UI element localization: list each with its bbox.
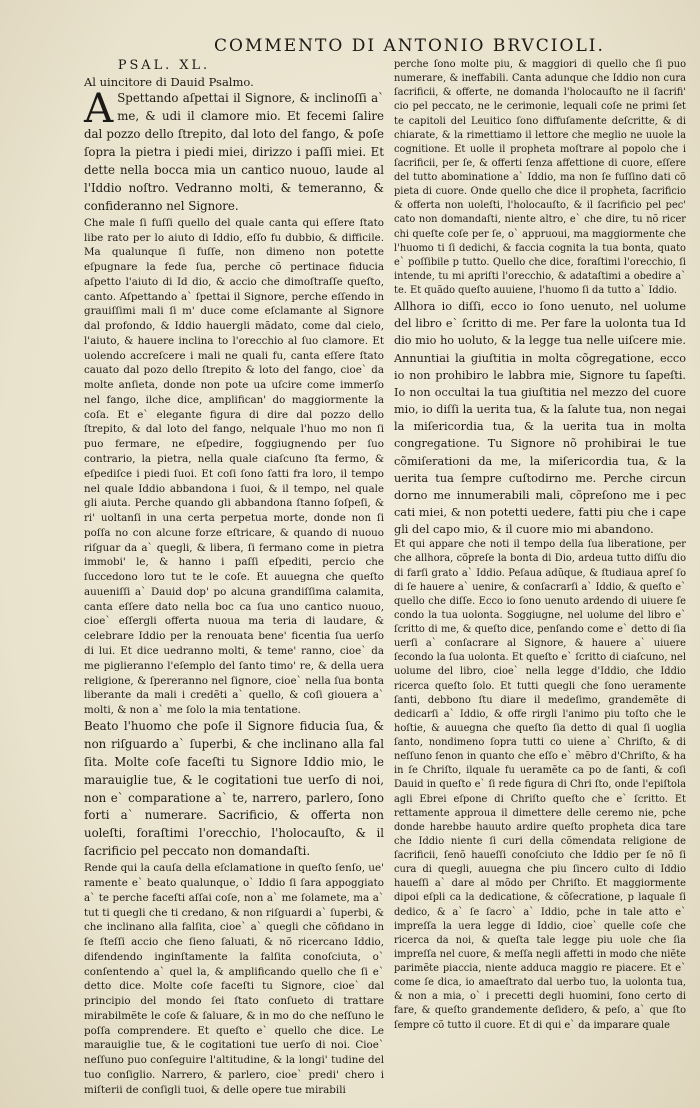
right-column — [394, 58, 686, 1033]
commentary-paragraph: Et qui appare che noti il tempo della ſua liberatione, per che allhora, cõpreſe la bonta di Dio, ardeua tutto diſſu dio di farſi grato a` Iddio. Peſaua adũque, & ſtudiaua apreſ ſo di ſe hauere a` uenire, & conſacrarſi a` Iddio, & queſto e` quello che diſſe. Ecco io ſono uenuto ardendo di uiuere ſe condo la tua uolonta. Soggiugne, nel uolume del libro e` ſcritto di me, & queſto dice, penſando come e` detto di ſia uerſi a` conſacrare al Signore, & hauere a` uiuere ſecondo la ſua uolonta. Et queſto e` ſcritto di ciaſcuno, nel uolume del libro, cioe` nella legge d'Iddio, che Iddio ricerca queſto ſolo. Et tutti quegli che ſono ueramente ſanti, debbono ſtu diare il medeſimo, grandemẽte di dedicarſi a` Iddio, & offe rirgli l'animo piu toſto che le hoſtie, & auuegna che queſto ſia detto di qual ſi uoglia ſanto, nondimeno ſopra tutti co uiene a` Chriſto, & di neſſuno ſenon in quanto che eſſo e` mẽbro d'Chriſto, & ha in ſe Chriſto, ilquale fu ueramẽte ca po de ſanti, & coſi Dauid in queſto e` ſi rede figura di Chri ſto, onde l'epiſtola agli Ebrei eſpone di Chriſto queſto che e` ſcritto. Et rettamente approua il dimettere delle ceremo nie, pche donde harebbe hauuto ardire queſto propheta dica tare che Iddio niente ſi curi della cõmendata religione de ſacrificii, ſenõ haueſſi conoſciuto che Iddio per ſe nõ ſi cura di quegli, auuegna che piu ſincero culto di Iddio haueſſi a` dare al mõdo per Chriſto. Et maggiormente dipoi eſpli ca la dedicatione, & cõſecratione, p laquale ſi dedico, & a` ſe ſacro` a` Iddio, pche in tale atto e` impreſſa la uera legge di Iddio, cioe` quelle coſe che ricerca da noi, & queſta tale legge piu uole che ſia impreſſa nel cuore, & meſſa negli affetti in modo che niẽte parimẽte piaccia, niente adduca maggio re piacere. Et e` come ſe dica, io amaeſtrato dal uerbo tuo, la uolonta tua, & non a mia, o` i precetti degli huomini, ſono certo di fare, & queſto grandemente deſidero, & peſo, a` que ſto ſempre cõ tutto il cuore. Et di qui e` da imparare quale — [394, 539, 686, 1031]
psalm-title: Al uincitore di Dauid Psalmo. — [84, 74, 254, 89]
commentary-paragraph: perche ſono molte piu, & maggiori di quello che ſi puo numerare, & ineffabili. Canta adunque che Iddio non cura ſacrificii, & offerte, ne domanda l'holocauſto ne il ſacrifi' cio pel peccato, ne le cerimonie, lequali coſe ne primi ſet te capitoli del Leuitico ſono diffuſamente deſcritte, & di chiarate, & la rimettiamo il lettore che meglio ne uuole la cognitione. Et uolle il propheta moſtrare al popolo che i ſacrificii, per ſe, & offerti ſenza affettione di cuore, eſſere del tutto abominatione a` Iddio, ma non ſe fuſſino dati cõ pieta di cuore. Onde quello che dice il propheta, ſacrificio & offerta non uoleſti, l'holocauſto, & il ſacrificio pel pec' cato non domandaſti, niente altro, e` che dire, tu nõ ricer chi queſte coſe per ſe, o` appruoui, ma maggiormente che l'huomo ti ſi dedichi, & faccia cognita la tua bonta, quato e` poſſibile p tutto. Quello che dice, foraſtimi l'orecchio, ſi intende, tu mi apriſti l'orecchio, & adataſtimi a obedire a` te. Et quãdo queſto auuiene, l'huomo ſi da tutto a` Iddio. — [394, 59, 686, 296]
drop-cap: A — [84, 84, 114, 133]
verse-text: Spettando aſpettai il Signore, & inclinoſſi a` me, & udi il clamore mio. Et fecemi ſalire dal pozzo dello ſtrepito, dal loto del fango, & poſe ſopra la pietra i piedi miei, dirizzo i paſſi miei. Et dette nella bocca mia un cantico nuouo, laude al l'Iddio noſtro. Vedranno molti, & temeranno, & confideranno nel Signore. — [84, 91, 384, 213]
left-column — [84, 58, 384, 1098]
running-head: COMMENTO DI ANTONIO BRVCIOLI. — [214, 36, 605, 56]
commentary-paragraph: Rende qui la cauſa della eſclamatione in queſto ſenſo, ue' ramente e` beato qualunque, o` Iddio ſi ſara appoggiato a` te perche faceſti aſſai coſe, non a` me ſolamete, ma a` tut ti quegli che ti credano, & non riſguardi a` ſuperbi, & che inclinano alla falſita, cioe` a` quegli che cõfidano in ſe ſteſſi accio che ſieno ſaluati, & nõ ricercano Iddio, difendendo inginſtamente la falſita conoſciuta, o` conſentendo a` quel la, & amplificando quello che ſi e` detto dice. Molte coſe faceſti tu Signore, cioe` dal principio del mondo ſei ſtato conſueto di trattare mirabilmẽte le coſe & ſaluare, & in mo do che neſſuno le poſſa comprendere. Et queſto e` quello che dice. Le marauiglie tue, & le cogitationi tue uerſo di noi. Cioe` neſſuno puo conſeguire l'altitudine, & la longi' tudine del tuo conſiglio. Narrero, & parlero, cioe` predi' chero i miſterii de conſigli tuoi, & delle opere tue mirabili — [84, 862, 384, 1096]
verse-block — [84, 84, 384, 216]
commentary-paragraph: Che male ſi fuſſi quello del quale canta qui eſſere ſtato libe rato per lo aiuto di Iddio, eſſo fu dubbio, & difficile. Ma qualunque ſi fuſſe, non dimeno non potette eſpugnare la fede ſua, perche cõ pertinace fiducia aſpetto l'aiuto di Id dio, & accio che dimoſtraſſe queſto, canto. Aſpettando a` ſpettai il Signore, perche eſſendo in grauiſſimi mali ſi m' duce come eſclamante al Signore dal profondo, & Iddio hauergli mãdato, come dal cielo, l'aiuto, & hauere inclina to l'orecchio al ſuo clamore. Et uolendo accreſcere i mali ne quali fu, canta eſſere ſtato cauato dal pozo dello ſtrepito & loto del fango, cioe` da molte anſieta, donde non pote ua uſcire come immerſo nel fango, ilche dice, amplifican' do maggiormente la coſa. Et e` elegante figura di dire dal pozzo dello ſtrepito, & dal loto del fango, nelquale l'huo mo non ſi puo fermare, ne eſpedire, foggiugnendo per ſuo contrario, la pietra, nella quale ciaſcuno ſta fermo, & eſpediſce i piedi ſuoi. Et coſi ſono ſatti fra loro, il tempo nel quale Iddio abbandona i ſuoi, & il tempo, nel quale gli aiuta. Perche quando gli abbandona ſtanno ſoſpeſi, & ri' uoltanſi in una certa perpetua morte, donde non ſi poſſa no con alcune forze eſtricare, & quando di nuouo riſguar da a` quegli, & libera, ſi fermano come in pietra immobi' le, & hanno i paſſi eſpediti, percio che ſuccedono loro tut te le coſe. Et auuegna che queſto auueniſſi a` Dauid dop' po alcuna grandiſſima calamita, canta eſſere dato nella boc ca ſua uno cantico nuouo, cioe` eſſergli offerta nuoua ma teria di laudare, & celebrare Iddio per la renouata bene' ficentia ſua uerſo di lui. Et dice uedranno molti, & teme' ranno, cioe` da me piglieranno l'eſemplo del ſanto timo' re, & della uera religione, & ſpereranno nel ſignore, cioe` nella ſua bonta liberante da mali i credẽti a` quello, & coſi giouera a` molti, & non a` me ſolo la mia tentatione. — [84, 216, 384, 717]
verse-text: Beato l'huomo che poſe il Signore fiducia ſua, & non riſguardo a` ſuperbi, & che inclinano alla fal ſita. Molte coſe faceſti tu Signore Iddio mio, le marauiglie tue, & le cogitationi tue uerſo di noi, non e` comparatione a` te, narrero, parlero, ſono forti a` numerare. Sacrificio, & offerta non uoleſti, foraſtimi l'orecchio, l'holocauſto, & il ſacrificio pel peccato non domandaſti. — [84, 718, 384, 859]
verse-text: Allhora io diſſi, ecco io ſono uenuto, nel uolume del libro e` ſcritto di me. Per fare la uolonta tua Id dio mio ho uoluto, & la legge tua nelle uiſcere mie. Annuntiai la giuſtitia in molta cõgregatione, ecco io non prohibiro le labbra mie, Signore tu ſapeſti. Io non occultai la tua giuſtitia nel mezzo del cuore mio, io diſſi la uerita tua, & la ſalute tua, non negai la miſericordia tua, & la uerita tua in molta congregatione. Tu Signore nõ prohibirai le tue cõmiſerationi da me, la miſericordia tua, & la uerita tua ſempre cuſtodirno me. Perche circun dorno me innumerabili mali, cõpreſono me i pec cati miei, & non potetti uedere, fatti piu che i cape gli del capo mio, & il cuore mio mi abandono. — [394, 300, 686, 537]
psalm-label: PSAL. XL. — [117, 58, 211, 73]
